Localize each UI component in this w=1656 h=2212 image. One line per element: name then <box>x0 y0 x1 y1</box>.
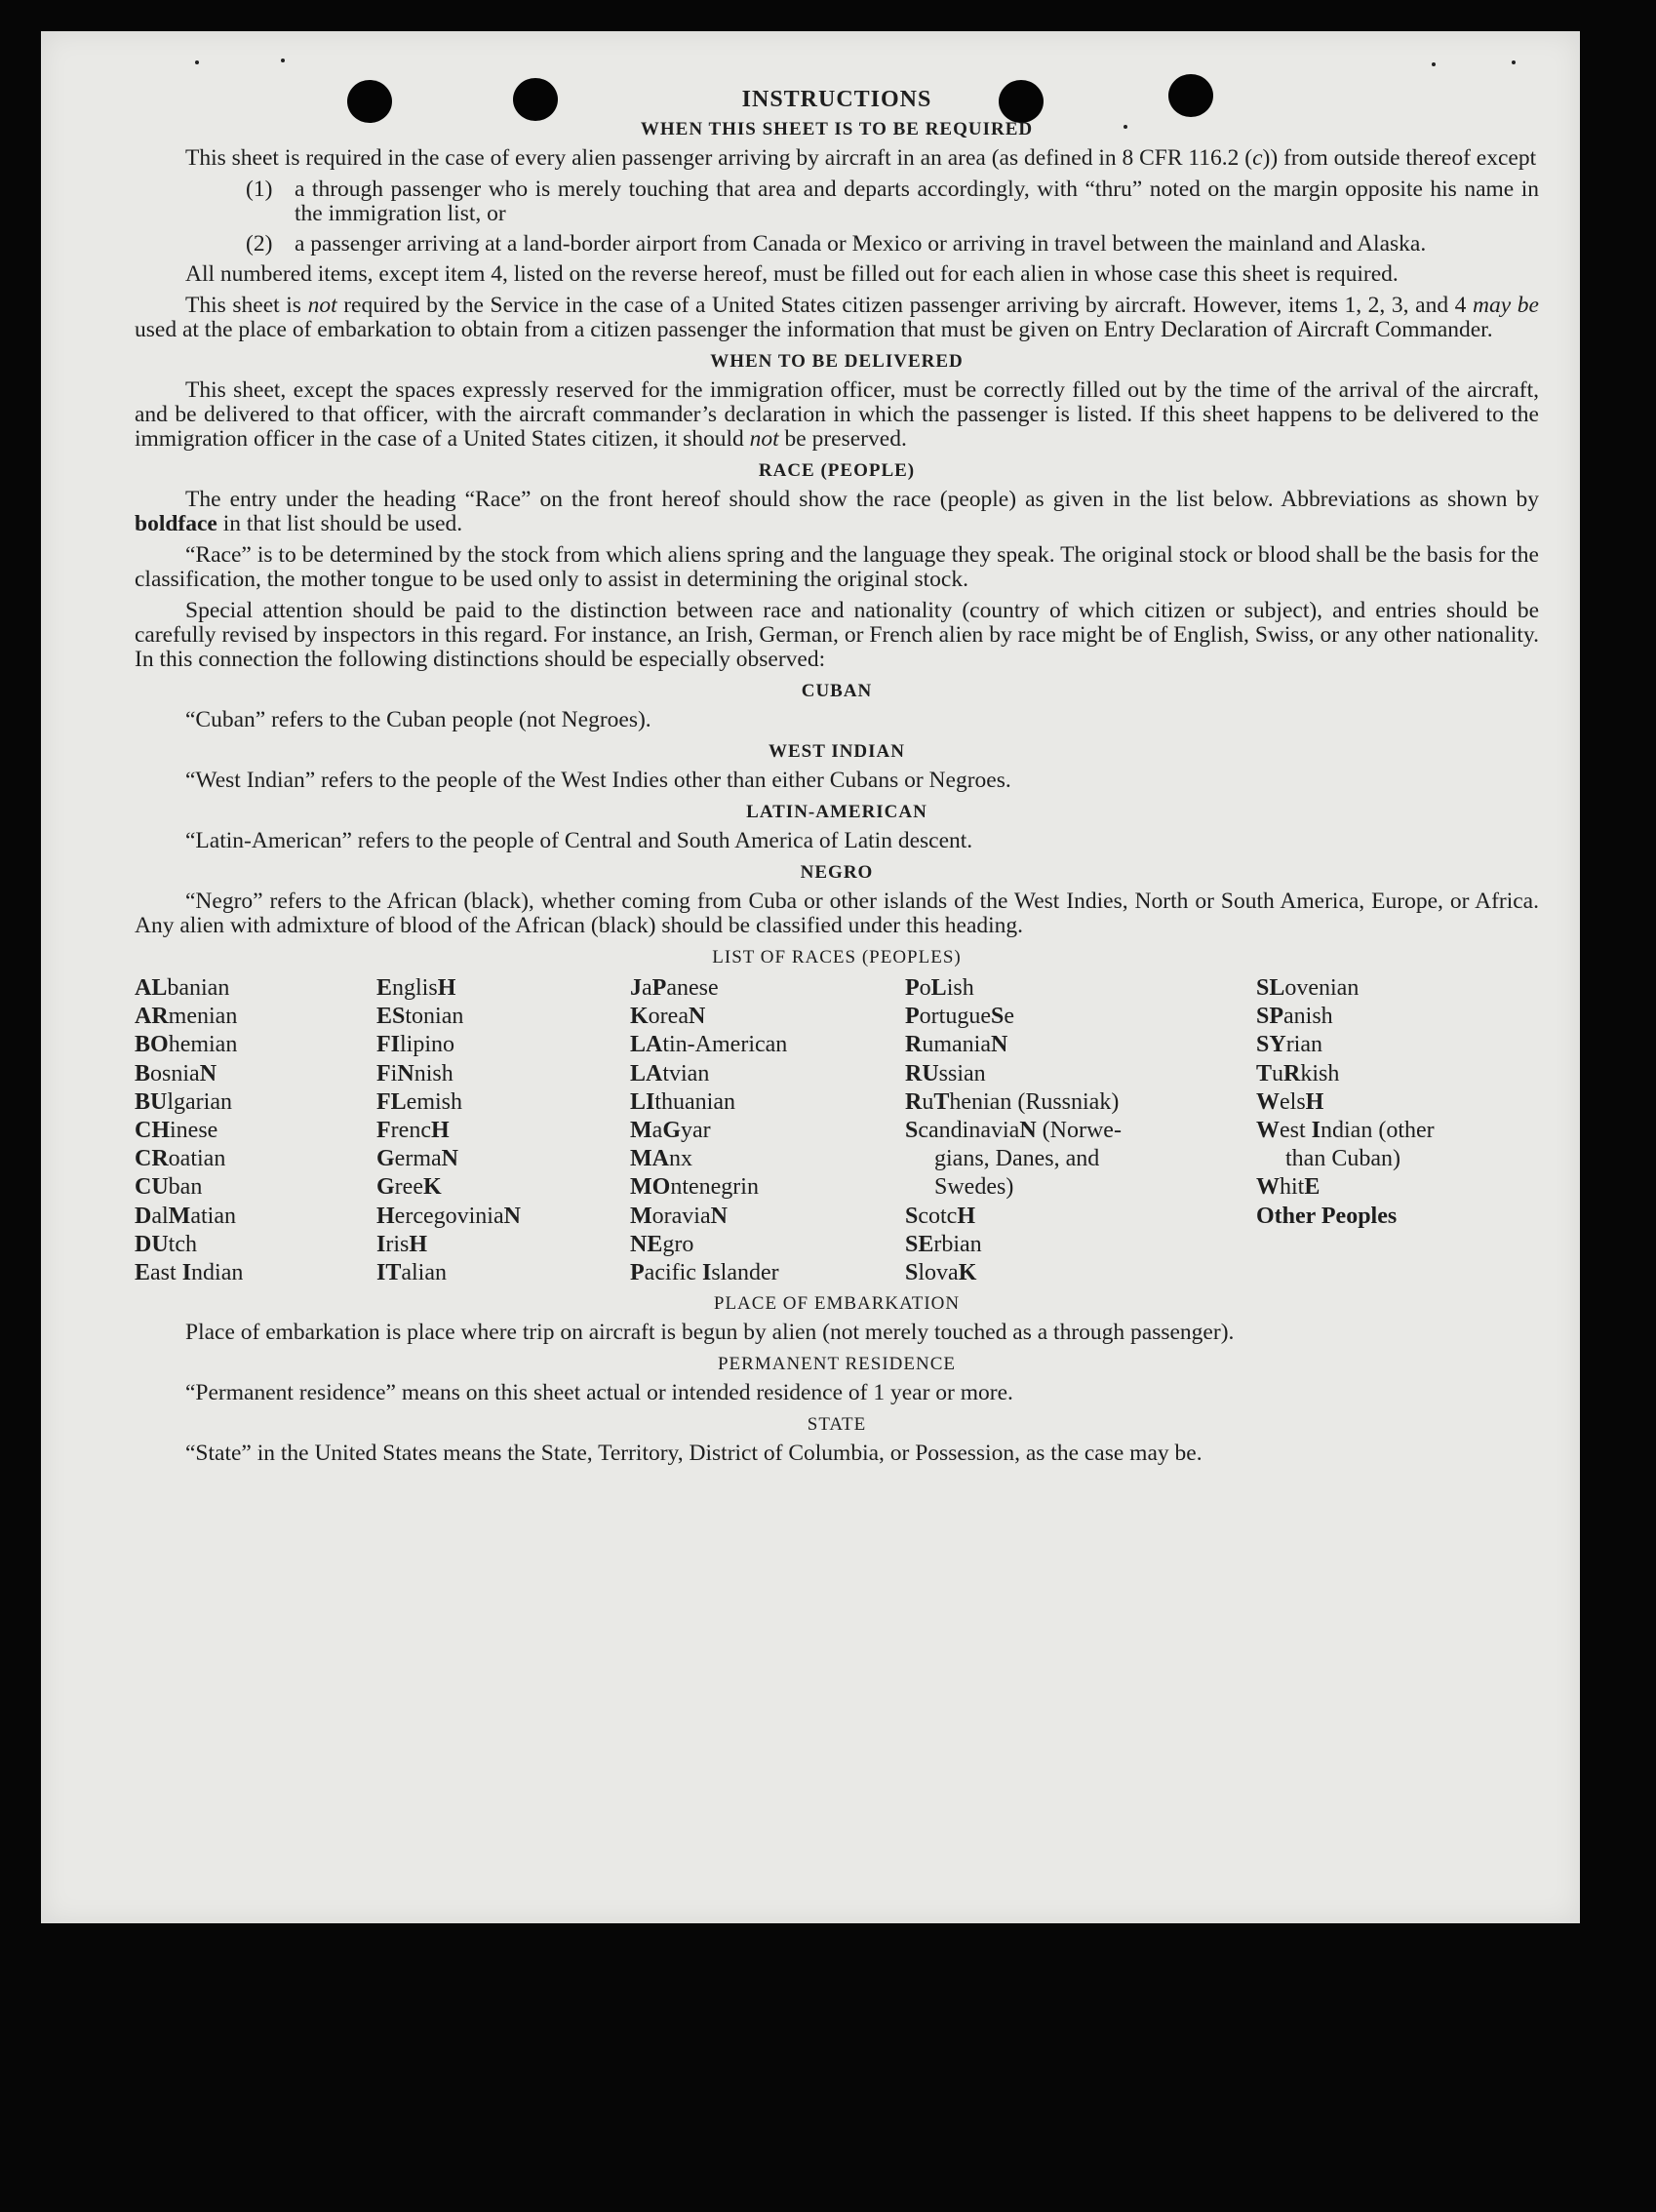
page-title: INSTRUCTIONS <box>741 87 932 112</box>
race-entry: PoLish <box>905 975 974 1001</box>
race-column-3 <box>630 974 893 1287</box>
race-entry: GreeK <box>376 1174 442 1201</box>
race-entry: FLemish <box>376 1088 462 1115</box>
race-entry: DalMatian <box>135 1203 236 1229</box>
para-required-2: All numbered items, except item 4, listed on the reverse hereof, must be filled out for each alien in whose case this sheet is required. <box>185 261 1399 287</box>
race-entry: TuRkish <box>1256 1060 1340 1086</box>
heading-list-of-races: LIST OF RACES (PEOPLES) <box>712 947 962 968</box>
race-entry: RumaniaN <box>905 1032 1008 1058</box>
para-cuban: “Cuban” refers to the Cuban people (not Negroes). <box>185 707 651 732</box>
para-latin-american: “Latin-American” refers to the people of Central and South America of Latin descent. <box>185 828 973 853</box>
race-entry: MaGyar <box>630 1118 711 1144</box>
race-entry: Other Peoples <box>1256 1203 1398 1229</box>
race-entry: East Indian <box>135 1260 244 1286</box>
race-entry: FIlipino <box>376 1032 455 1058</box>
para-required-1: This sheet is required in the case of every alien passenger arriving by aircraft in an area (as defined in 8 CFR 116.2 (c)) from outside thereof except <box>185 145 1537 171</box>
race-entry: SPanish <box>1256 1004 1333 1030</box>
race-entry: ITalian <box>376 1260 447 1286</box>
race-entry: than Cuban) <box>1285 1146 1400 1172</box>
race-list <box>135 974 1539 1286</box>
race-entry: ALbanian <box>135 975 230 1001</box>
race-column-1 <box>135 974 369 1287</box>
heading-state: STATE <box>807 1414 867 1435</box>
dust-speck <box>281 59 285 62</box>
race-entry: LIthuanian <box>630 1088 735 1115</box>
race-entry: SlovaK <box>905 1260 977 1286</box>
para-race-1: The entry under the heading “Race” on the front hereof should show the race (people) as given in the list below. Abbreviations as shown by boldface in that list should be used. <box>135 487 1539 536</box>
heading-negro: NEGRO <box>800 862 874 883</box>
dust-speck <box>195 60 199 64</box>
exception-item-1: (1) a through passenger who is merely touching that area and departs accordingly, with “thru” noted on the margin opposite his name in the immigration list, or <box>246 177 1539 226</box>
race-entry: WelsH <box>1256 1088 1324 1115</box>
para-race-2: “Race” is to be determined by the stock from which aliens spring and the language they speak. The original stock or blood shall be the basis for the classification, the mother tongue to be used only to assist in determining the original stock. <box>135 542 1539 592</box>
race-entry: FrencH <box>376 1118 450 1144</box>
heading-required: WHEN THIS SHEET IS TO BE REQUIRED <box>640 119 1034 139</box>
para-west-indian: “West Indian” refers to the people of the West Indies other than either Cubans or Negroes. <box>185 768 1011 793</box>
race-entry: SLovenian <box>1256 975 1360 1001</box>
race-entry: FiNnish <box>376 1060 453 1086</box>
race-entry: ARmenian <box>135 1004 238 1030</box>
race-entry: SErbian <box>905 1231 982 1257</box>
race-entry: CRoatian <box>135 1146 226 1172</box>
heading-race: RACE (PEOPLE) <box>758 460 916 481</box>
race-column-5 <box>1256 974 1510 1231</box>
race-entry: CHinese <box>135 1118 218 1144</box>
para-permanent-residence: “Permanent residence” means on this sheet actual or intended residence of 1 year or more. <box>185 1380 1013 1405</box>
race-entry: gians, Danes, and <box>934 1146 1100 1172</box>
race-entry: RuThenian (Russniak) <box>905 1088 1120 1115</box>
race-entry: CUban <box>135 1174 203 1201</box>
race-entry: LAtvian <box>630 1060 710 1086</box>
race-entry: EStonian <box>376 1004 464 1030</box>
race-entry: PortugueSe <box>905 1004 1014 1030</box>
race-entry: ScotcH <box>905 1203 976 1229</box>
heading-latin-american: LATIN-AMERICAN <box>746 802 927 822</box>
para-state: “State” in the United States means the State, Territory, District of Columbia, or Possession, as the case may be. <box>185 1441 1203 1466</box>
dust-speck <box>1432 62 1436 66</box>
race-entry: IrisH <box>376 1231 428 1257</box>
race-entry: DUtch <box>135 1231 197 1257</box>
para-negro: “Negro” refers to the African (black), whether coming from Cuba or other islands of the West Indies, North or South America, Europe, or Africa. Any alien with admixture of blood of the African (black) should be classified under this heading. <box>135 889 1539 938</box>
race-entry: SYrian <box>1256 1032 1322 1058</box>
race-column-2 <box>376 974 620 1287</box>
race-entry: GermaN <box>376 1146 458 1172</box>
heading-cuban: CUBAN <box>801 681 873 701</box>
heading-west-indian: WEST INDIAN <box>769 741 905 762</box>
para-required-3: This sheet is not required by the Service in the case of a United States citizen passenger arriving by aircraft. However, items 1, 2, 3, and 4 may be used at the place of embarkation to obtain from a citizen passenger the information that must be given on Entry Declaration of Aircraft Commander. <box>135 293 1539 342</box>
race-entry: HercegoviniaN <box>376 1203 521 1229</box>
race-entry: LAtin-American <box>630 1032 788 1058</box>
race-entry: WhitE <box>1256 1174 1321 1201</box>
race-entry: Pacific Islander <box>630 1260 779 1286</box>
race-entry: NEgro <box>630 1231 694 1257</box>
heading-delivered: WHEN TO BE DELIVERED <box>710 351 964 372</box>
exception-item-2: (2) a passenger arriving at a land-border airport from Canada or Mexico or arriving in travel between the mainland and Alaska. <box>246 231 1427 257</box>
race-entry: BosniaN <box>135 1060 217 1086</box>
race-entry: KoreaN <box>630 1004 706 1030</box>
race-entry: MAnx <box>630 1146 692 1172</box>
race-entry: JaPanese <box>630 975 719 1001</box>
heading-permanent-residence: PERMANENT RESIDENCE <box>717 1354 957 1374</box>
heading-embarkation: PLACE OF EMBARKATION <box>713 1293 961 1314</box>
race-entry: EnglisH <box>376 975 456 1001</box>
para-race-3: Special attention should be paid to the distinction between race and nationality (country of which citizen or subject), and entries should be carefully revised by inspectors in this regard. For instance, an Irish, German, or French alien by race might be of English, Swiss, or any other nationality. In this connection the following distinctions should be especially observed: <box>135 598 1539 672</box>
document-sheet <box>41 31 1580 1923</box>
para-delivered: This sheet, except the spaces expressly reserved for the immigration officer, must be correctly filled out by the time of the arrival of the aircraft, and be delivered to that officer, with the aircraft commander’s declaration in which the passenger is listed. If this sheet happens to be delivered to the immigration officer in the case of a United States citizen, it should not be preserved. <box>135 377 1539 452</box>
race-entry: MOntenegrin <box>630 1174 759 1201</box>
race-entry: RUssian <box>905 1060 986 1086</box>
race-column-4 <box>905 974 1188 1287</box>
instructions-content <box>135 88 1539 1473</box>
race-entry: BOhemian <box>135 1032 238 1058</box>
race-entry: BUlgarian <box>135 1088 232 1115</box>
race-entry: Swedes) <box>934 1174 1014 1201</box>
race-entry: West Indian (other <box>1256 1118 1435 1144</box>
para-embarkation: Place of embarkation is place where trip on aircraft is begun by alien (not merely touched as a through passenger). <box>185 1320 1235 1345</box>
dust-speck <box>1512 60 1516 64</box>
race-entry: ScandinaviaN (Norwe- <box>905 1118 1122 1144</box>
race-entry: MoraviaN <box>630 1203 728 1229</box>
